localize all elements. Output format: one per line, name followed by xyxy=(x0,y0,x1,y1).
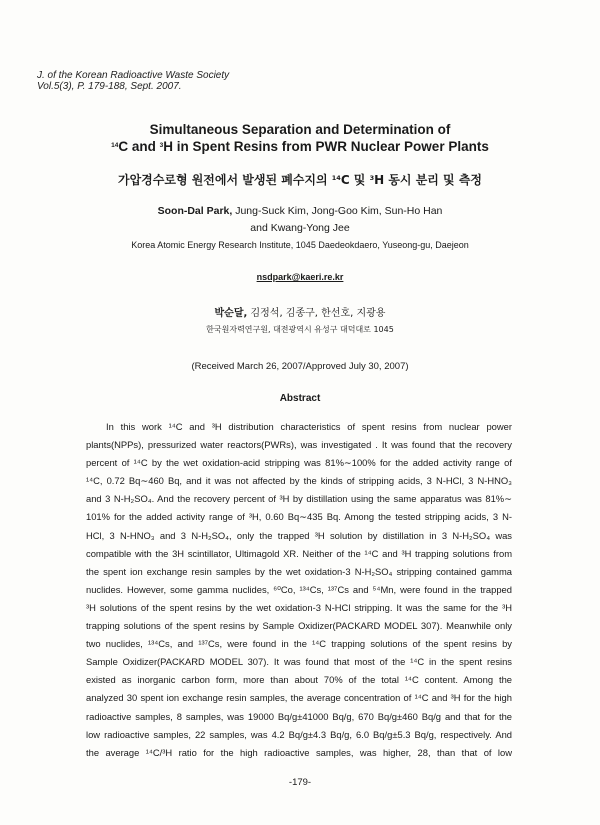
author-list-continued: and Kwang-Yong Jee xyxy=(250,222,350,234)
abstract-line: ³H solutions of the spent resins by the wet oxidation-3 N-HCl stripping. It was the same for the ³H xyxy=(86,601,512,613)
abstract-line: existed as inorganic carbon form, more than about 70% of the total ¹⁴C content. Among the xyxy=(86,674,512,686)
page-number: -179- xyxy=(288,777,312,788)
lead-author: Soon-Dal Park, xyxy=(157,205,233,217)
co-authors: Jung-Suck Kim, Jong-Goo Kim, Sun-Ho Han xyxy=(232,205,443,217)
affiliation: Korea Atomic Energy Research Institute, 1045 Daedeokdaero, Yuseong-gu, Daejeon xyxy=(131,240,469,250)
abstract-line: Sample Oxidizer(PACKARD MODEL 307). It was found that most of the ¹⁴C in the spent resins xyxy=(86,656,512,668)
abstract-line: ¹⁴C, 0.72 Bq∼460 Bq, and it was not affected by the kinds of stripping acids, 3 N-HCl, 3 N-HNO₃ xyxy=(86,475,512,487)
journal-name: J. of the Korean Radioactive Waste Society xyxy=(37,70,230,81)
contact-email: nsdpark@kaeri.re.kr xyxy=(256,272,344,282)
author-list xyxy=(0,204,600,218)
abstract-body xyxy=(86,418,512,762)
received-dates: (Received March 26, 2007/Approved July 30, 2007) xyxy=(191,361,409,372)
journal-volume: Vol.5(3), P. 179-188, Sept. 2007. xyxy=(37,81,182,92)
abstract-line: low radioactive samples, 22 samples, was 4.2 Bq/g±4.3 Bq/g, 6.0 Bq/g±5.3 Bq/g, respectively. And xyxy=(86,728,512,740)
affiliation-korean: 한국원자력연구원, 대전광역시 유성구 대덕대로 1045 xyxy=(206,325,394,334)
paper-title-line2: $^{14}$C and $^3$H in Spent Resins from PWR Nuclear Power Plants xyxy=(111,139,489,154)
abstract-line: HCl, 3 N-HNO₃ and 3 N-H₂SO₄, only the trapped ³H solution by distillation in 3 N-H₂SO₄ was xyxy=(86,529,512,541)
abstract-line: In this work ¹⁴C and ³H distribution characteristics of spent resins from nuclear power xyxy=(106,421,512,432)
author-list-korean: 박순달, 김정석, 김종구, 한선호, 지광용 xyxy=(214,308,386,319)
abstract-line: trapping solutions of the spent resins by Sample Oxidizer(PACKARD MODEL 307). Meanwhile only xyxy=(86,620,512,632)
paper-title-korean: 가압경수로형 원전에서 발생된 폐수지의 $^{14}$C 및 $^3$H 동시 분리 및 측정 xyxy=(117,173,483,187)
paper-title-line1: Simultaneous Separation and Determination of xyxy=(149,122,451,137)
abstract-line: the spent ion exchange resin samples by the wet oxidation-3 N-H₂SO₄ stripping contained gamma xyxy=(86,565,512,577)
abstract-line: two nuclides, ¹³⁴Cs, and ¹³⁷Cs, were found in the ¹⁴C trapping solutions of the spent resins by xyxy=(86,638,512,650)
abstract-heading: Abstract xyxy=(279,393,321,404)
abstract-line: the average ¹⁴C/³H ratio for the high radioactive samples, was higher, 28, than that of low xyxy=(86,746,512,758)
abstract-line: radioactive samples, 8 samples, was 19000 Bq/g±41000 Bq/g, 670 Bq/g±460 Bq/g and that for the xyxy=(86,710,512,722)
abstract-line: percent of ¹⁴C by the wet oxidation-acid stripping was 81%∼100% for the added activity range of xyxy=(86,457,512,469)
abstract-line: and 3 N-H₂SO₄. And the recovery percent of ³H by distillation using the same apparatus was 81%∼ xyxy=(86,493,512,505)
journal-citation xyxy=(37,70,229,92)
lead-author-korean: 박순달, xyxy=(214,308,248,319)
abstract-line: nuclides. However, some gamma nuclides, ⁶⁰Co, ¹³⁴Cs, ¹³⁷Cs and ⁵⁴Mn, were found in the trapped xyxy=(86,583,512,595)
abstract-line: plants(NPPs), pressurized water reactors(PWRs), was investigated . It was found that the recovery xyxy=(86,439,512,451)
abstract-line: analyzed 30 spent ion exchange resin samples, the average concentration of ¹⁴C and ³H for the high xyxy=(86,692,512,704)
abstract-line: compatible with the 3H scintillator, Ultimagold XR. Neither of the ¹⁴C and ³H trapping solutions from xyxy=(86,547,512,559)
abstract-line: 101% for the added activity range of ³H, 0.60 Bq∼435 Bq. Among the tested stripping acids, 3 N- xyxy=(86,511,512,523)
